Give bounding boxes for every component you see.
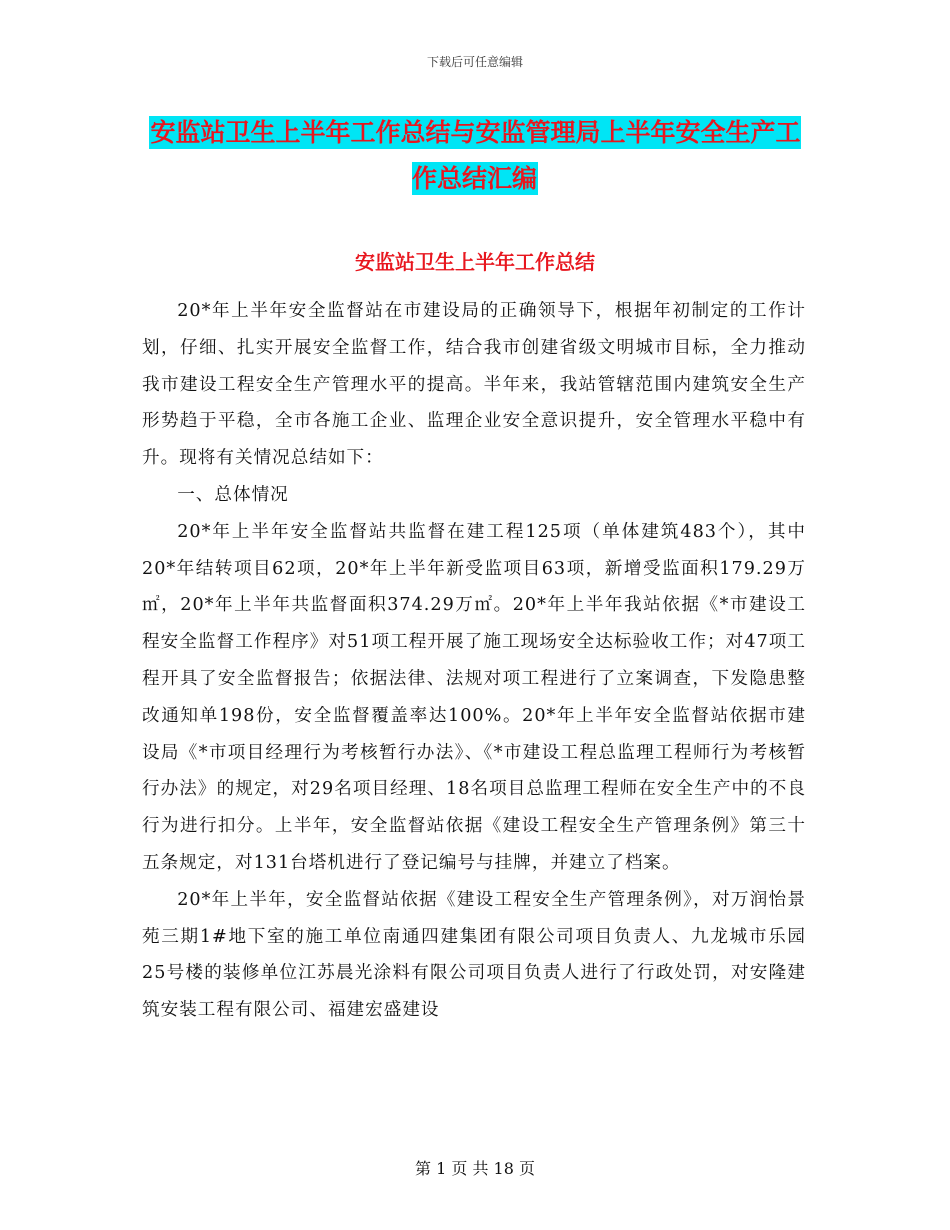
paragraph: 20*年上半年安全监督站在市建设局的正确领导下，根据年初制定的工作计划，仔细、扎实开展安全监督工作，结合我市创建省级文明城市目标，全力推动我市建设工程安全生产管理水平的提高。半年来，我站管辖范围内建筑安全生产形势趋于平稳，全市各施工企业、监理企业安全意识提升，安全管理水平稳中有升。现将有关情况总结如下： xyxy=(142,301,806,469)
header-note: 下载后可任意编辑 xyxy=(426,55,523,69)
paragraph: 20*年上半年，安全监督站依据《建设工程安全生产管理条例》，对万润怡景苑三期1#地下室的施工单位南通四建集团有限公司项目负责人、九龙城市乐园25号楼的装修单位江苏晨光涂料有限公司项目负责人进行了行政处罚，对安隆建筑安装工程有限公司、福建宏盛建设 xyxy=(142,889,806,1021)
paragraph: 20*年上半年安全监督站共监督在建工程125项（单体建筑483个），其中20*年结转项目62项，20*年上半年新受监项目63项，新增受监面积179.29万㎡，20*年上半年共监督面积374.29万㎡。20*年上半年我站依据《*市建设工程安全监督工作程序》对51项工程开展了施工现场安全达标验收工作；对47项工程开具了安全监督报告；依据法律、法规对项工程进行了立案调查，下发隐患整改通知单198份，安全监督覆盖率达100%。20*年上半年安全监督站依据市建设局《*市项目经理行为考核暂行办法》、《*市建设工程总监理工程师行为考核暂行办法》的规定，对29名项目经理、18名项目总监理工程师在安全生产中的不良行为进行扣分。上半年，安全监督站依据《建设工程安全生产管理条例》第三十五条规定，对131台塔机进行了登记编号与挂牌，并建立了档案。 xyxy=(142,521,806,873)
section-heading: 一、总体情况 xyxy=(177,484,289,505)
document-title-text: 安监站卫生上半年工作总结与安监管理局上半年安全生产工作总结汇编 xyxy=(150,118,801,193)
section-title: 安监站卫生上半年工作总结 xyxy=(355,250,595,274)
document-title xyxy=(140,110,810,202)
document-body xyxy=(142,293,806,1029)
page-footer: 第 1 页 共 18 页 xyxy=(415,1159,535,1178)
